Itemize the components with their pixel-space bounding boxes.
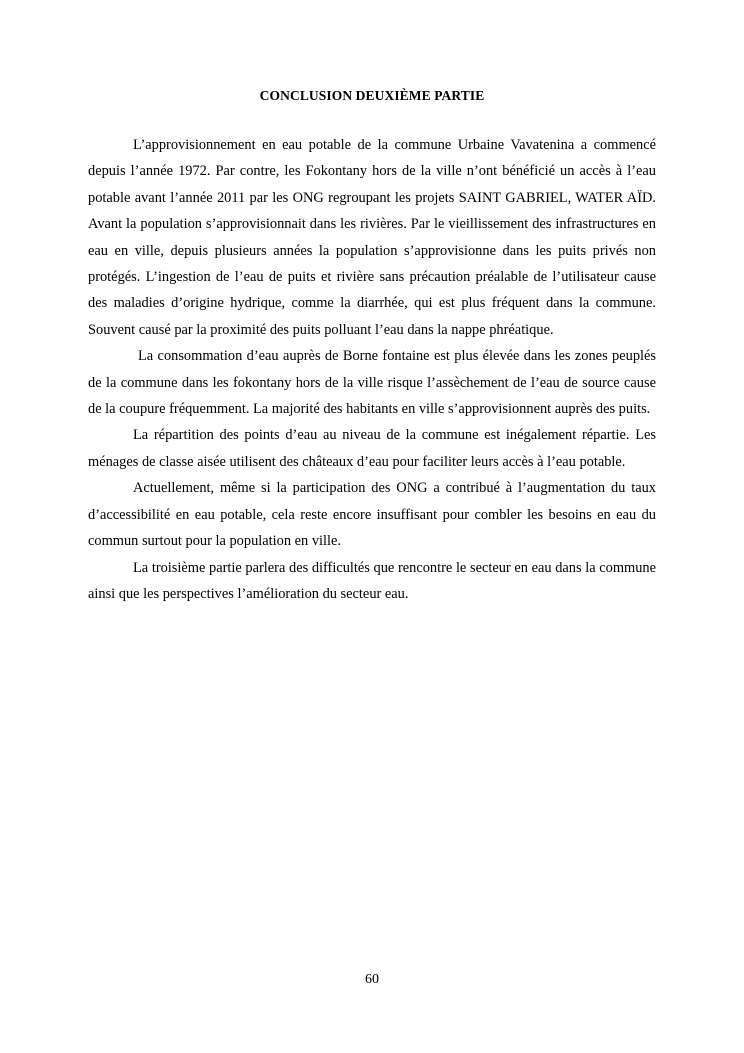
paragraph-4: Actuellement, même si la participation des ONG a contribué à l’augmentation du taux d’accessibilité en eau potable, cela reste encore insuffisant pour combler les besoins en eau du commun surtout pour la population en ville. [88,480,656,550]
paragraph-2: La consommation d’eau auprès de Borne fontaine est plus élevée dans les zones peuplés de la commune dans les fokontany hors de la ville risque l’assèchement de l’eau de source cause de la coupure fréquemment. La majorité des habitants en ville s’approvisionnent auprès des puits. [88,348,656,418]
page-title: CONCLUSION DEUXIÈME PARTIE [259,88,485,103]
paragraph-5: La troisième partie parlera des difficultés que rencontre le secteur en eau dans la commune ainsi que les perspectives l’amélioration du secteur eau. [88,559,656,602]
paragraph-3: La répartition des points d’eau au niveau de la commune est inégalement répartie. Les ménages de classe aisée utilisent des châteaux d’eau pour faciliter leurs accès à l’eau potable. [88,427,656,470]
body-text [88,132,656,607]
page-number: 60 [365,972,379,987]
paragraph-1: L’approvisionnement en eau potable de la commune Urbaine Vavatenina a commencé depuis l’année 1972. Par contre, les Fokontany hors de la ville n’ont bénéficié un accès à l’eau potable avant l’année 2011 par les ONG regroupant les projets SAINT GABRIEL, WATER AÏD. Avant la population s’approvisionnait dans les rivières. Par le vieillissement des infrastructures en eau en ville, depuis plusieurs années la population s’approvisionne dans les puits privés non protégés. L’ingestion de l’eau de puits et rivière sans précaution préalable de l’utilisateur cause des maladies d’origine hydrique, comme la diarrhée, qui est plus fréquent dans la commune. Souvent causé par la proximité des puits polluant l’eau dans la nappe phréatique. [88,137,656,338]
